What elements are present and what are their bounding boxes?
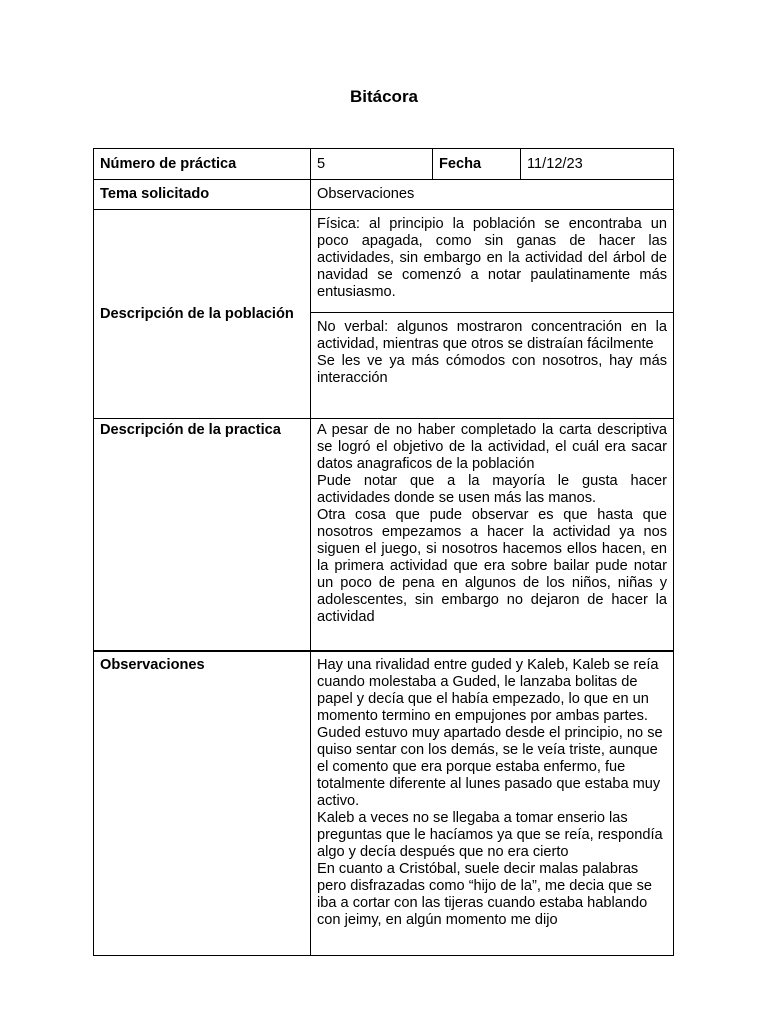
observaciones-row	[94, 651, 674, 956]
tema-value: Observaciones	[311, 180, 674, 210]
practica-paragraph: Otra cosa que pude observar es que hasta que nosotros empezamos a hacer la actividad ya nos siguen el juego, si nosotros hacemos ellos hacen, en la primera actividad que era sobre bailar pude notar un poco de pena en algunos de los niños, niñas y adolescentes, sin embargo no dejaron de hacer la actividad	[317, 507, 667, 625]
page-title: Bitácora	[349, 87, 419, 106]
observaciones-text-cell	[311, 651, 674, 956]
tema-row	[94, 180, 674, 210]
poblacion-no-verbal-cell	[311, 313, 674, 419]
poblacion-row-fisica	[94, 210, 674, 313]
practica-paragraph: A pesar de no haber completado la carta descriptiva se logró el objetivo de la actividad, el cuál era sacar datos anagraficos de la población	[317, 422, 667, 472]
observaciones-paragraph: Guded estuvo muy apartado desde el principio, no se quiso sentar con los demás, se le veía triste, aunque el comento que era porque estaba enfermo, fue totalmente diferente al lunes pasado que estaba muy activo.	[317, 725, 663, 809]
practica-text-cell	[311, 419, 674, 652]
observaciones-label: Observaciones	[94, 651, 311, 956]
fecha-value: 11/12/23	[521, 149, 674, 180]
tema-label: Tema solicitado	[94, 180, 311, 210]
header-row	[94, 149, 674, 180]
numero-value: 5	[311, 149, 433, 180]
practica-paragraph: Pude notar que a la mayoría le gusta hacer actividades donde se usen más las manos.	[317, 473, 667, 506]
observaciones-paragraph: Kaleb a veces no se llegaba a tomar enserio las preguntas que le hacíamos ya que se reía, respondía algo y decía después que no era cierto	[317, 810, 663, 860]
practica-label: Descripción de la practica	[94, 419, 311, 652]
poblacion-no-verbal-line: No verbal: algunos mostraron concentración en la actividad, mientras que otros se distraían fácilmente	[317, 319, 667, 352]
poblacion-label: Descripción de la población	[94, 210, 311, 419]
practica-row	[94, 419, 674, 652]
numero-label: Número de práctica	[94, 149, 311, 180]
observaciones-paragraph: En cuanto a Cristóbal, suele decir malas palabras pero disfrazadas como “hijo de la”, me decia que se iba a cortar con las tijeras cuando estaba hablando con jeimy, en algún momento me dijo	[317, 861, 653, 928]
bitacora-table	[93, 148, 674, 956]
poblacion-fisica: Física: al principio la población se encontraba un poco apagada, como sin ganas de hacer las actividades, sin embargo en la actividad del árbol de navidad se comenzó a notar paulatinamente más entusiasmo.	[311, 210, 674, 313]
observaciones-paragraph: Hay una rivalidad entre guded y Kaleb, Kaleb se reía cuando molestaba a Guded, le lanzaba bolitas de papel y decía que el había empezado, lo que en un momento termino en empujones por ambas partes.	[317, 657, 659, 724]
fecha-label: Fecha	[433, 149, 521, 180]
poblacion-no-verbal-line: Se les ve ya más cómodos con nosotros, hay más interacción	[317, 353, 667, 386]
